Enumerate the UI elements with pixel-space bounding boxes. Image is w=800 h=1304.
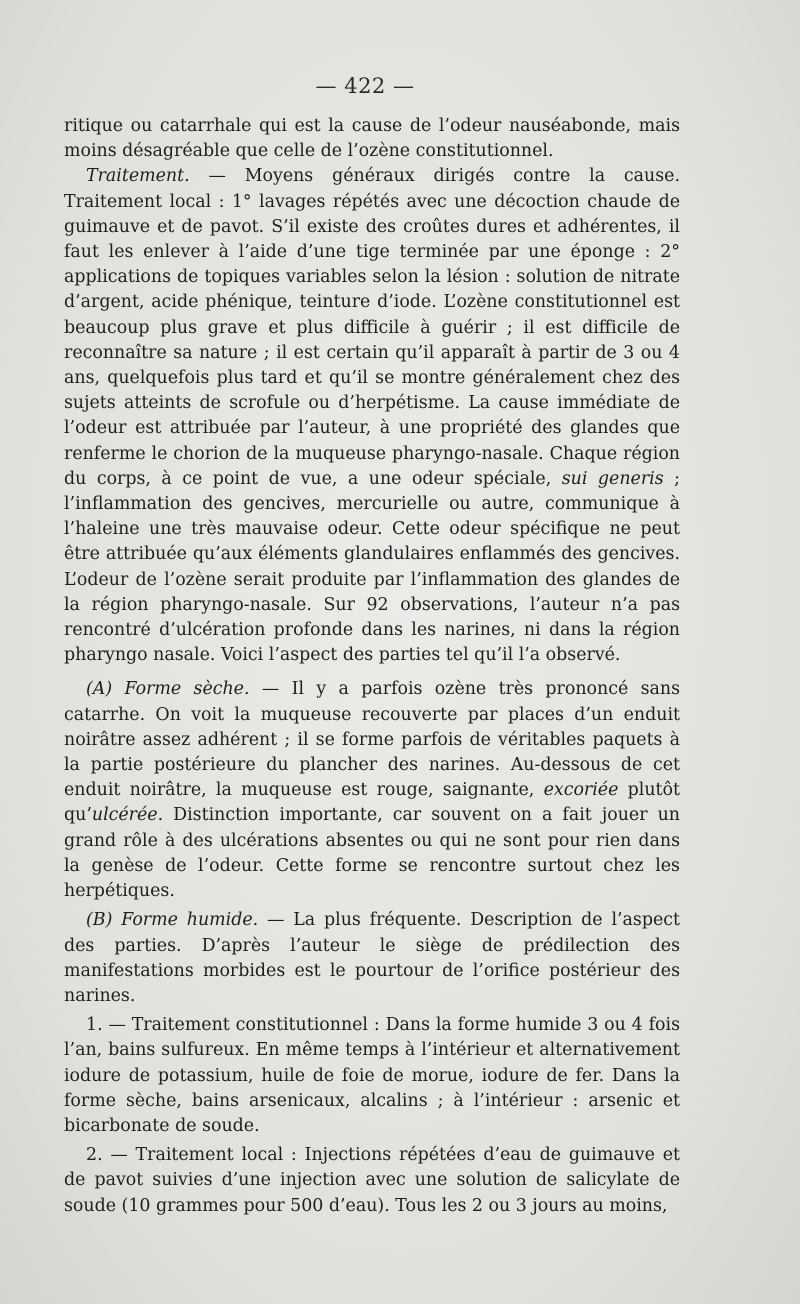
italic-phrase: sui generis bbox=[561, 468, 664, 489]
section-heading-forme-humide: Forme humide. bbox=[121, 910, 259, 931]
paragraph-text: — Moyens généraux dirigés contre la cause. Traitement local : 1° lavages répétés avec une décoction chaude de guimauve et de pavot. S’il existe des croûtes dures et adhérentes, il faut les enlever à l’aide d’une tige terminée par une éponge : 2° applications de topiques variables selon la lésion : solution de nitrate d’argent, acide phénique, teinture d’iode. L’ozène constitutionnel est beaucoup plus grave et plus difficile à guérir ; il est difficile de reconnaître sa nature ; il est certain qu’il apparaît à partir de 3 ou 4 ans, quelquefois plus tard et qu’il se montre généralement chez des sujets atteints de scrofule ou d’herpétisme. La cause immédiate de l’odeur est attribuée par l’auteur, à une propriété des glandes que renferme le chorion de la muqueuse pharyngo-nasale. Chaque région du corps, à ce point de vue, a une odeur spéciale, bbox=[64, 166, 680, 489]
paragraph-text: ; l’inflammation des gencives, mercurielle ou autre, communique à l’haleine une très mauvaise odeur. Cette odeur spécifique ne peut être attribuée qu’aux éléments glandulaires enflammés des gencives. L’odeur de l’ozène serait produite par l’inflammation des glandes de la région pharyngo-nasale. Sur 92 observations, l’auteur n’a pas rencontré d’ulcération profonde dans les narines, ni dans la région pharyngo nasale. Voici l’aspect des parties tel qu’il l’a observé. bbox=[64, 468, 681, 666]
paragraph-text: 2. — Traitement local : Injections répétées d’eau de guimauve et de pavot suivies d’une injection avec une solution de salicylate de soude (10 grammes pour 500 d’eau). Tous les 2 ou 3 jours au moins, bbox=[64, 1145, 680, 1216]
page-number: — 422 — bbox=[315, 74, 415, 98]
paragraph-traitement bbox=[64, 164, 680, 668]
body-text bbox=[64, 114, 680, 1219]
paragraph-forme-seche bbox=[64, 677, 680, 904]
paragraph-text: . Distinction importante, car souvent on a fait jouer un grand rôle à des ulcérations absentes ou qui ne sont pour rien dans la genèse de l’odeur. Cette forme se rencontre surtout chez les herpétiques. bbox=[64, 805, 680, 902]
section-heading-traitement: Traitement. bbox=[86, 166, 190, 187]
italic-word: excoriée bbox=[543, 780, 619, 801]
paragraph-text: plutôt qu’ bbox=[64, 780, 680, 826]
paragraph-forme-humide bbox=[64, 908, 680, 1009]
paragraph-text: — La plus fréquente. Description de l’aspect des parties. D’après l’auteur le siège de prédilection des manifestations morbides est le pourtour de l’orifice postérieur des narines. bbox=[64, 910, 680, 1006]
paragraph-traitement-local bbox=[64, 1143, 680, 1219]
section-heading-forme-seche: Forme sèche. bbox=[124, 679, 250, 700]
paragraph-text: 1. — Traitement constitutionnel : Dans la forme humide 3 ou 4 fois l’an, bains sulfureux. En même temps à l’intérieur et alternativement iodure de potassium, huile de foie de morue, iodure de fer. Dans la forme sèche, bains arsenicaux, alcalins ; à l’intérieur : arsenic et bicarbonate de soude. bbox=[64, 1015, 680, 1136]
section-label-b: (B) bbox=[86, 910, 113, 931]
paragraph-text: — Il y a parfois ozène très prononcé sans catarrhe. On voit la muqueuse recouverte par places d’un enduit noirâtre assez adhérent ; il se forme parfois de véritables paquets à la partie postérieure du plancher des narines. Au-dessous de cet enduit noirâtre, la muqueuse est rouge, saignante, bbox=[64, 679, 681, 801]
paragraph-text: ritique ou catarrhale qui est la cause de l’odeur nauséabonde, mais moins désagréable que celle de l’ozène constitutionnel. bbox=[64, 116, 680, 162]
paragraph-continuation bbox=[64, 114, 680, 164]
italic-word: ulcérée bbox=[91, 805, 158, 826]
section-label-a: (A) bbox=[86, 679, 113, 700]
paragraph-traitement-constitutionnel bbox=[64, 1013, 680, 1139]
